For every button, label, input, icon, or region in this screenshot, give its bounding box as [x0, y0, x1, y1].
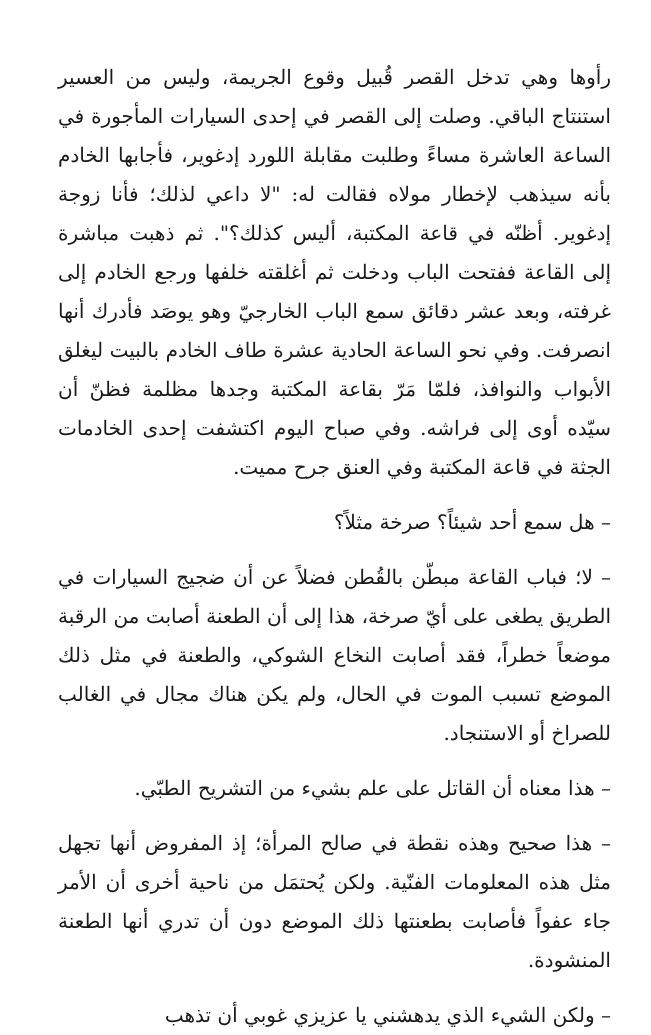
- paragraph-dialogue-reply: – هذا صحيح وهذه نقطة في صالح المرأة؛ إذ المفروض أنها تجهل مثل هذه المعلومات الفنّية. ولكن يُحتمَل من ناحية أخرى أن الأمر جاء عفواً فأصابت بطعنتها ذلك الموضع دون أن تدري أنها الطعنة المنشودة.: [58, 831, 611, 972]
- paragraph-narrative: رأوها وهي تدخل القصر قُبيل وقوع الجريمة، وليس من العسير استنتاج الباقي. وصلت إلى القصر في إحدى السيارات المأجورة في الساعة العاشرة مساءً وطلبت مقابلة اللورد إدغوير، فأجابها الخادم بأنه سيذهب لإخطار مولاه فقالت له: "لا داعي لذلك؛ فأنا زوجة إدغوير. أظنّه في قاعة المكتبة، أليس كذلك؟". ثم ذهبت مباشرة إلى القاعة ففتحت الباب ودخلت ثم أغلقته خلفها ورجع الخادم إلى غرفته، وبعد عشر دقائق سمع الباب الخارجيّ وهو يوصَد فأدرك أنها انصرفت. وفي نحو الساعة الحادية عشرة طاف الخادم بالبيت ليغلق الأبواب والنوافذ، فلمّا مَرّ بقاعة المكتبة وجدها مظلمة فظنّ أن سيّده أوى إلى فراشه. وفي صباح اليوم اكتشفت إحدى الخادمات الجثة في قاعة المكتبة وفي العنق جرح مميت.: [58, 65, 611, 479]
- paragraph-dialogue-continued: – ولكن الشيء الذي يدهشني يا عزيزي غوبي أن تذهب: [164, 1003, 611, 1027]
- paragraph-dialogue-remark: – هذا معناه أن القاتل على علم بشيء من التشريح الطبّي.: [134, 776, 611, 800]
- paragraph-dialogue-answer: – لا؛ فباب القاعة مبطّن بالقُطن فضلاً عن أن ضجيج السيارات في الطريق يطغى على أيّ صرخة، هذا إلى أن الطعنة أصابت من الرقبة موضعاً خطراً، فقد أصابت النخاع الشوكي، والطعنة في مثل ذلك الموضع تسبب الموت في الحال، ولم يكن هناك مجال في الغالب للصراخ أو الاستنجاد.: [58, 565, 611, 745]
- paragraph-dialogue-question: – هل سمع أحد شيئاً؟ صرخة مثلاً؟: [333, 510, 611, 534]
